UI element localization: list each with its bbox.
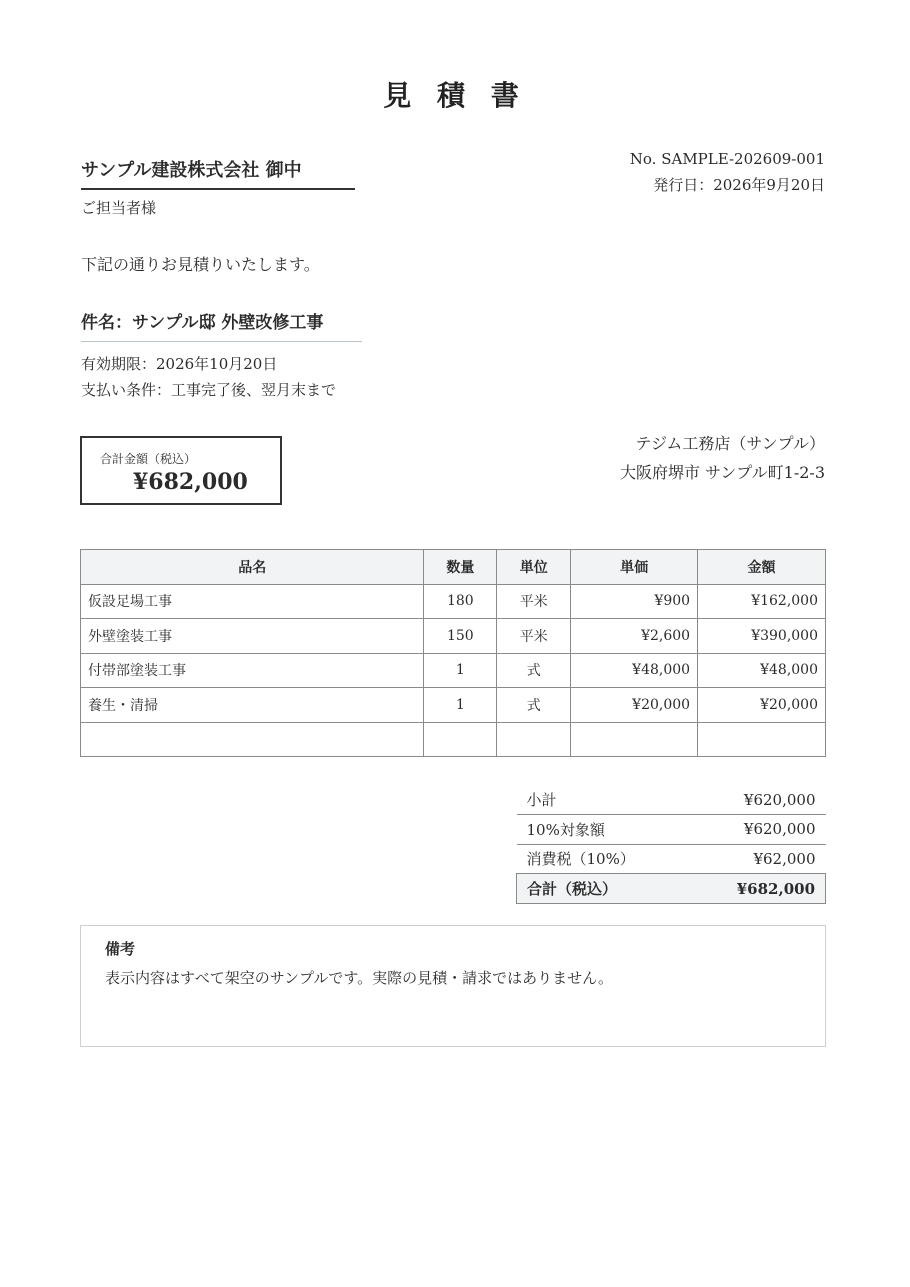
notes-heading: 備考 [105,940,136,958]
header-amount: 金額 [698,550,826,585]
header-quantity: 数量 [424,550,497,585]
cell-quantity: 180 [424,584,497,619]
cell-unit: 式 [497,653,571,688]
cell-quantity: 150 [424,619,497,654]
summary-value: ¥620,000 [693,785,825,815]
header-unit-price: 単価 [571,550,698,585]
summary-table [516,785,826,904]
summary-row-subtotal [517,785,826,815]
table-row [81,619,826,654]
header-unit: 単位 [497,550,571,585]
total-amount-label: 合計金額（税込） [100,452,197,466]
terms-block [81,351,336,403]
issuer-block [620,429,825,487]
cell-amount: ¥20,000 [698,688,826,723]
cell-amount: ¥48,000 [698,653,826,688]
total-amount-box [80,436,282,505]
cell-unit [497,722,571,757]
payment-terms: 支払い条件：工事完了後、翌月末まで [81,381,337,399]
total-amount-value: ¥682,000 [133,469,248,495]
table-row [81,688,826,723]
notes-body: 表示内容はすべて架空のサンプルです。実際の見積・請求ではありません。 [105,969,614,987]
issue-date: 発行日：2026年9月20日 [653,176,825,194]
summary-value: ¥682,000 [693,874,825,904]
cell-amount [698,722,826,757]
issuer-name: テジム工務店（サンプル） [635,434,825,453]
summary-value: ¥620,000 [693,815,825,845]
recipient-name: サンプル建設株式会社 御中 [81,156,355,190]
table-row [81,653,826,688]
cell-amount: ¥390,000 [698,619,826,654]
document-meta [630,146,825,198]
summary-label: 合計（税込） [517,874,694,904]
cell-unit-price: ¥2,600 [571,619,698,654]
cell-item-name: 付帯部塗装工事 [81,653,424,688]
header-item-name: 品名 [81,550,424,585]
document-number: No. SAMPLE-202609-001 [629,150,825,168]
cell-item-name [81,722,424,757]
cell-item-name: 養生・清掃 [81,688,424,723]
summary-row-tax [517,844,826,874]
summary-value: ¥62,000 [693,844,825,874]
cell-unit: 平米 [497,619,571,654]
cell-unit: 平米 [497,584,571,619]
cell-unit-price: ¥20,000 [571,688,698,723]
cell-amount: ¥162,000 [698,584,826,619]
cell-unit-price: ¥900 [571,584,698,619]
cell-item-name: 外壁塗装工事 [81,619,424,654]
subject-line: 件名：サンプル邸 外壁改修工事 [81,308,362,342]
cell-quantity: 1 [424,653,497,688]
table-row [81,584,826,619]
table-row-empty [81,722,826,757]
validity-period: 有効期限：2026年10月20日 [81,355,278,373]
line-items-table [80,549,826,757]
recipient-attention: ご担当者様 [81,199,157,217]
issuer-address: 大阪府堺市 サンプル町1-2-3 [620,463,825,482]
cell-item-name: 仮設足場工事 [81,584,424,619]
cell-unit-price [571,722,698,757]
document-title: 見 積 書 [383,79,527,112]
cell-quantity: 1 [424,688,497,723]
cell-unit: 式 [497,688,571,723]
table-header-row [81,550,826,585]
summary-label: 消費税（10%） [517,844,694,874]
summary-row-grand-total [517,874,826,904]
summary-label: 小計 [517,785,694,815]
summary-row-taxable [517,815,826,845]
cell-unit-price: ¥48,000 [571,653,698,688]
notes-box [80,925,826,1047]
summary-label: 10%対象額 [517,815,694,845]
cell-quantity [424,722,497,757]
intro-text: 下記の通りお見積りいたします。 [81,255,320,274]
